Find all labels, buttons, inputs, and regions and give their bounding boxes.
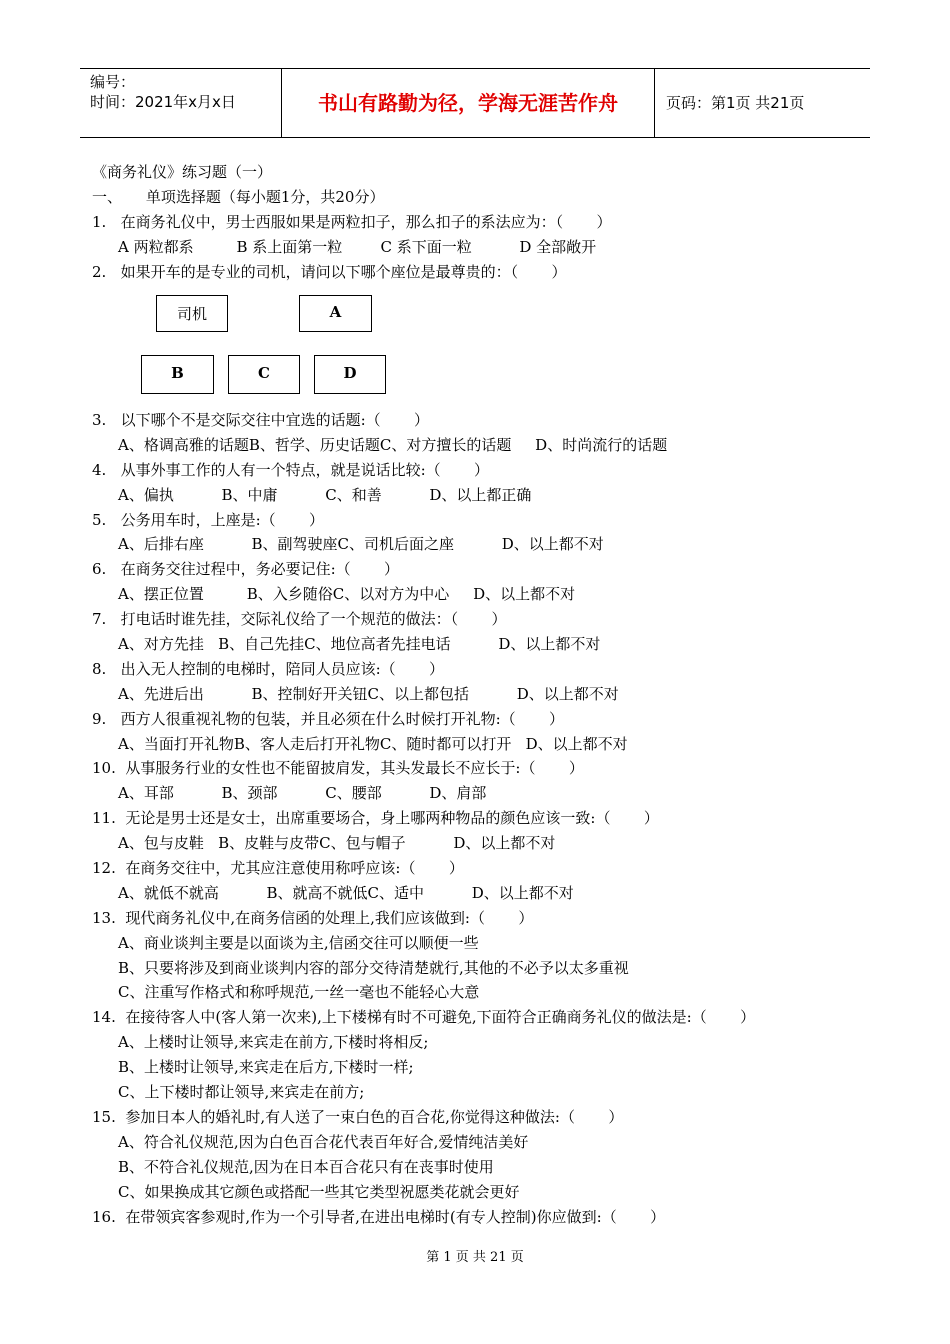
question-9-options: A、当面打开礼物B、客人走后打开礼物C、随时都可以打开 D、以上都不对 <box>118 734 628 753</box>
page-footer: 第 1 页 共 21 页 <box>426 1250 524 1265</box>
question-15-option-c: C、如果换成其它颜色或搭配一些其它类型祝愿类花就会更好 <box>118 1182 520 1201</box>
header-table <box>80 68 870 138</box>
page-label: 页码：第1页 共21页 <box>666 94 805 112</box>
question-4: 4. 从事外事工作的人有一个特点，就是说话比较:（ ） <box>92 460 490 479</box>
seat-b <box>141 355 214 394</box>
question-14: 14. 在接待客人中(客人第一次来),上下楼梯有时不可避免,下面符合正确商务礼仪的做法是:（ ） <box>92 1008 756 1027</box>
motto: 书山有路勤为径，学海无涯苦作舟 <box>282 69 655 137</box>
question-10-options: A、耳部 B、颈部 C、腰部 D、肩部 <box>118 784 487 803</box>
question-13: 13. 现代商务礼仪中,在商务信函的处理上,我们应该做到:（ ） <box>92 908 534 927</box>
question-8: 8. 出入无人控制的电梯时，陪同人员应该:（ ） <box>92 659 445 678</box>
header-meta-cell <box>80 69 282 137</box>
seat-c <box>228 355 300 394</box>
question-12-options: A、就低不就高 B、就高不就低C、适中 D、以上都不对 <box>118 883 574 902</box>
seat-b-label: B <box>171 364 184 382</box>
seat-d-label: D <box>343 364 357 382</box>
question-15: 15. 参加日本人的婚礼时,有人送了一束白色的百合花,你觉得这种做法:（ ） <box>92 1107 624 1126</box>
question-4-options: A、偏执 B、中庸 C、和善 D、以上都正确 <box>118 485 532 504</box>
question-16: 16. 在带领宾客参观时,作为一个引导者,在进出电梯时(有专人控制)你应做到:（ ） <box>92 1207 666 1226</box>
question-10: 10. 从事服务行业的女性也不能留披肩发，其头发最长不应长于:（ ） <box>92 759 584 778</box>
question-13-option-a: A、商业谈判主要是以面谈为主,信函交往可以顺便一些 <box>118 933 479 952</box>
question-7-options: A、对方先挂 B、自己先挂C、地位高者先挂电话 D、以上都不对 <box>118 635 601 654</box>
question-6-options: A、摆正位置 B、入乡随俗C、以对方为中心 D、以上都不对 <box>118 585 576 604</box>
seat-driver-label: 司机 <box>176 305 207 323</box>
question-2: 2. 如果开车的是专业的司机，请问以下哪个座位是最尊贵的：（ ） <box>92 262 567 281</box>
number-label: 编号： <box>90 73 136 91</box>
question-1-options: A 两粒都系 B 系上面第一粒 C 系下面一粒 D 全部敞开 <box>118 237 597 256</box>
question-14-option-b: B、上楼时让领导,来宾走在后方,下楼时一样; <box>118 1058 414 1077</box>
question-3-options: A、格调高雅的话题B、哲学、历史话题C、对方擅长的话题 D、时尚流行的话题 <box>118 435 668 454</box>
question-1: 1. 在商务礼仪中，男士西服如果是两粒扣子，那么扣子的系法应为：（ ） <box>92 212 612 231</box>
question-7: 7. 打电话时谁先挂，交际礼仪给了一个规范的做法：（ ） <box>92 610 507 629</box>
question-14-option-c: C、上下楼时都让领导,来宾走在前方; <box>118 1083 365 1102</box>
question-8-options: A、先进后出 B、控制好开关钮C、以上都包括 D、以上都不对 <box>118 684 619 703</box>
question-13-option-b: B、只要将涉及到商业谈判内容的部分交待清楚就行,其他的不必予以太多重视 <box>118 958 629 977</box>
question-9: 9. 西方人很重视礼物的包装，并且必须在什么时候打开礼物:（ ） <box>92 709 565 728</box>
question-5: 5. 公务用车时，上座是:（ ） <box>92 510 325 529</box>
time-label: 时间：2021年x月x日 <box>90 93 236 111</box>
document-body-continued <box>92 408 882 1229</box>
section-heading: 一、 单项选择题（每小题1分，共20分） <box>92 187 385 206</box>
question-11-options: A、包与皮鞋 B、皮鞋与皮带C、包与帽子 D、以上都不对 <box>118 834 556 853</box>
seat-d <box>314 355 386 394</box>
question-6: 6. 在商务交往过程中，务必要记住:（ ） <box>92 560 400 579</box>
seat-a <box>299 295 372 332</box>
question-11: 11. 无论是男士还是女士，出席重要场合，身上哪两种物品的颜色应该一致:（ ） <box>92 809 659 828</box>
seat-a-label: A <box>329 303 342 321</box>
question-12: 12. 在商务交往中，尤其应注意使用称呼应该:（ ） <box>92 859 464 878</box>
doc-title: 《商务礼仪》练习题（一） <box>92 163 273 181</box>
question-15-option-a: A、符合礼仪规范,因为白色百合花代表百年好合,爱情纯洁美好 <box>118 1132 529 1151</box>
document-body <box>92 160 882 284</box>
question-14-option-a: A、上楼时让领导,来宾走在前方,下楼时将相反; <box>118 1033 429 1052</box>
question-13-option-c: C、注重写作格式和称呼规范,一丝一毫也不能轻心大意 <box>118 983 480 1002</box>
seat-c-label: C <box>258 364 270 382</box>
question-5-options: A、后排右座 B、副驾驶座C、司机后面之座 D、以上都不对 <box>118 535 604 554</box>
question-3: 3. 以下哪个不是交际交往中宜选的话题:（ ） <box>92 411 430 429</box>
seat-driver <box>156 295 228 332</box>
question-15-option-b: B、不符合礼仪规范,因为在日本百合花只有在丧事时使用 <box>118 1157 494 1176</box>
